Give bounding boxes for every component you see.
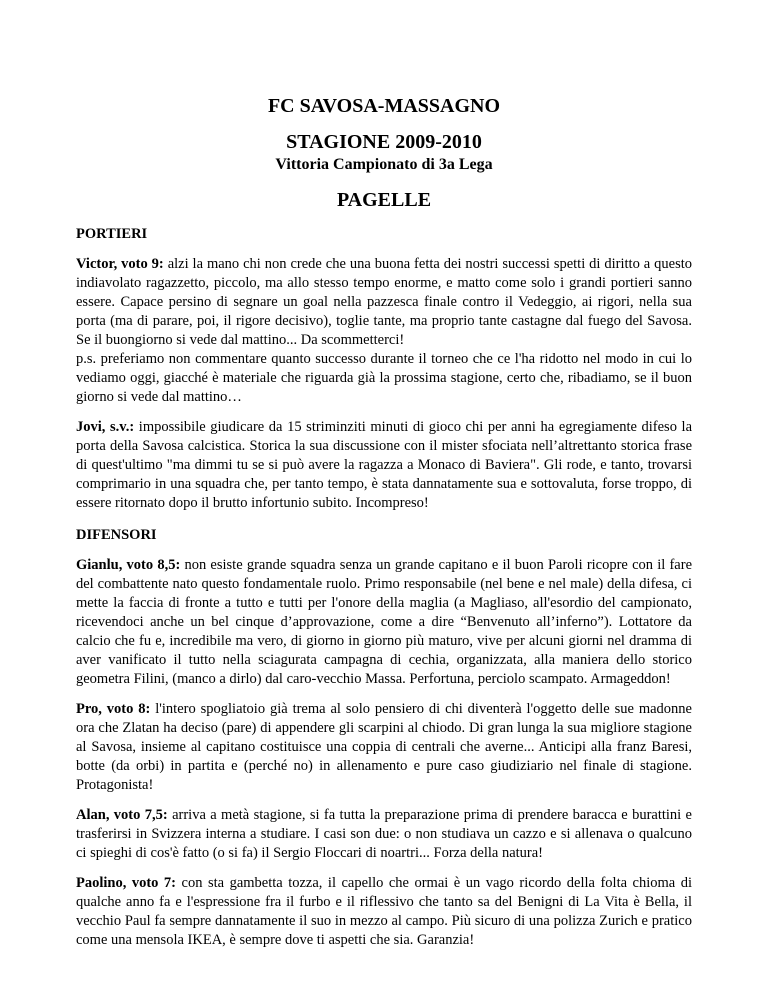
- player-name: Alan, voto 7,5:: [76, 807, 168, 823]
- player-text: l'intero spogliatoio già trema al solo pensiero di chi diventerà l'oggetto delle sue madonne ora che Zlatan ha deciso (pare) di appendere gli scarpini al chiodo. Di gran lunga la sua migliore stagione al Savosa, insieme al capitano costituisce una coppia di centrali che averne... Anticipi alla franz Baresi, botte (da orbi) in partita e (perché no) in allenamento e pure caso giudiziario nel finale di stagione. Protagonista!: [76, 701, 692, 793]
- player-entry-victor: [76, 255, 692, 407]
- section-title-portieri: PORTIERI: [76, 226, 148, 242]
- player-text: arriva a metà stagione, si fa tutta la preparazione prima di prendere baracca e burattini e trasferirsi in Svizzera interna a studiare. I casi son due: o non studiava un cazzo e si allenava o qualcuno ci spieghi di cos'è fatto (o si fa) il Sergio Floccari di noartri... Forza della natura!: [76, 807, 692, 861]
- section-title-difensori: DIFENSORI: [76, 527, 157, 543]
- pagelle-heading: PAGELLE: [336, 189, 432, 211]
- player-entry-paolino: [76, 874, 692, 950]
- player-entry-pro: [76, 700, 692, 795]
- document-page: [76, 94, 692, 950]
- player-name: Gianlu, voto 8,5:: [76, 557, 181, 573]
- player-name: Victor, voto 9:: [76, 256, 164, 272]
- player-entry-gianlu: [76, 556, 692, 689]
- player-postscript: p.s. preferiamo non commentare quanto successo durante il torneo che ce l'ha ridotto nel modo in cui lo vediamo oggi, giacché è materiale che riguarda già la prossima stagione, certo che, ribadiamo, se il buon giorno si vede dal mattino…: [76, 351, 692, 405]
- player-text: impossibile giudicare da 15 striminziti minuti di gioco chi per anni ha egregiamente difeso la porta della Savosa calcistica. Storica la sua discussione con il mister sfociata nell’altrettanto storica frase di quest'ultimo "ma dimmi tu se si può avere la ragazza a Monaco di Baviera". Gli rode, e tanto, trovarsi comprimario in una squadra che, per tanto tempo, è stata dannatamente sua e sottovaluta, forse troppo, di essere ritornato dopo il brutto infortunio subito. Incompreso!: [76, 419, 693, 511]
- player-name: Pro, voto 8:: [76, 701, 151, 717]
- club-title: FC SAVOSA-MASSAGNO: [267, 95, 501, 117]
- season-title: STAGIONE 2009-2010: [286, 131, 482, 153]
- player-entry-alan: [76, 806, 692, 863]
- subtitle: Vittoria Campionato di 3a Lega: [275, 156, 493, 173]
- player-name: Jovi, s.v.:: [76, 419, 135, 435]
- player-text: con sta gambetta tozza, il capello che ormai è un vago ricordo della folta chioma di qualche anno fa e l'espressione fra il furbo e il riflessivo che tanto sa del Benigni di La Vita è Bella, il vecchio Paul fa sempre dannatamente il suo in mezzo al campo. Più sicuro di una polizza Zurich e pratico come una mensola IKEA, è sempre dove ti aspetti che sia. Garanzia!: [76, 875, 693, 948]
- player-text: alzi la mano chi non crede che una buona fetta dei nostri successi spetti di diritto a questo indiavolato ragazzetto, piccolo, ma allo stesso tempo enorme, e matto come solo i grandi portieri sanno essere. Capace persino di segnare un goal nella pazzesca finale contro il Vedeggio, ai rigori, nella sua porta (ma di parare, poi, il rigore decisivo), toglie tante, ma proprio tante castagne dal fuego del Savosa. Se il buongiorno si vede dal mattino... Da scommetterci!: [76, 256, 692, 348]
- player-name: Paolino, voto 7:: [76, 875, 177, 891]
- player-entry-jovi: [76, 418, 692, 513]
- player-text: non esiste grande squadra senza un grande capitano e il buon Paroli ricopre con il fare del combattente nato questo fondamentale ruolo. Primo responsabile (nel bene e nel male) della difesa, ci mette la faccia di fronte a tutto e tutti per l'onore della maglia (a Magliaso, all'esordio del campionato, ricevendoci anche un bel cinque d’approvazione, come a dire “Benvenuto all’inferno”). Lottatore da calcio che fu e, incredibile ma vero, di giorno in giorno più maturo, vive per alcuni giorni nel dramma di aver vanificato il tutto nella sciagurata campagna di cechia, organizzata, alla maniera dello storico geometra Filini, (manco a dirlo) dal caro-vecchio Massa. Perfortuna, perciolo scampato. Armageddon!: [76, 557, 692, 687]
